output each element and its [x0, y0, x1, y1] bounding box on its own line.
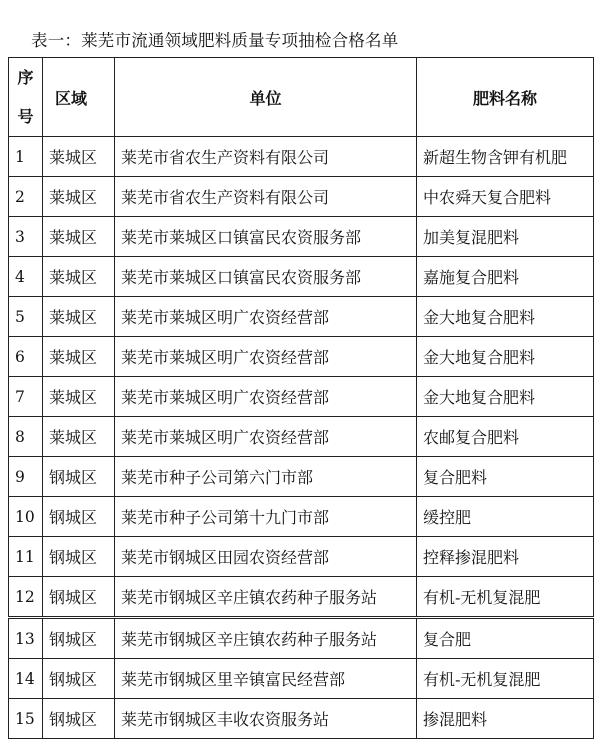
- table-row: [9, 297, 594, 337]
- cell-unit: 莱芜市省农生产资料有限公司: [115, 137, 417, 177]
- cell-region: 莱城区: [43, 137, 115, 177]
- table-row: [9, 257, 594, 297]
- table-row: [9, 497, 594, 537]
- cell-product: 加美复混肥料: [417, 217, 594, 257]
- cell-unit: 莱芜市省农生产资料有限公司: [115, 177, 417, 217]
- cell-product: 掺混肥料: [417, 699, 594, 739]
- cell-product: 金大地复合肥料: [417, 337, 594, 377]
- cell-seq: 8: [9, 417, 43, 457]
- header-seq-line2: 号: [17, 107, 34, 126]
- cell-region: 钢城区: [43, 618, 115, 659]
- cell-unit: 莱芜市莱城区明广农资经营部: [115, 337, 417, 377]
- cell-region: 莱城区: [43, 337, 115, 377]
- cell-product: 新超生物含钾有机肥: [417, 137, 594, 177]
- cell-region: 钢城区: [43, 497, 115, 537]
- cell-region: 莱城区: [43, 217, 115, 257]
- cell-region: 钢城区: [43, 457, 115, 497]
- cell-unit: 莱芜市种子公司第六门市部: [115, 457, 417, 497]
- table-row: [9, 659, 594, 699]
- cell-seq: 14: [9, 659, 43, 699]
- fertilizer-qualified-list-table: [8, 57, 594, 739]
- cell-region: 莱城区: [43, 417, 115, 457]
- cell-seq: 3: [9, 217, 43, 257]
- cell-region: 钢城区: [43, 699, 115, 739]
- table-row: [9, 457, 594, 497]
- cell-unit: 莱芜市钢城区里辛镇富民经营部: [115, 659, 417, 699]
- cell-unit: 莱芜市莱城区明广农资经营部: [115, 297, 417, 337]
- table-row: [9, 337, 594, 377]
- cell-product: 缓控肥: [417, 497, 594, 537]
- cell-unit: 莱芜市种子公司第十九门市部: [115, 497, 417, 537]
- cell-region: 钢城区: [43, 537, 115, 577]
- cell-region: 钢城区: [43, 577, 115, 618]
- cell-product: 金大地复合肥料: [417, 377, 594, 417]
- cell-product: 有机-无机复混肥: [417, 659, 594, 699]
- cell-seq: 9: [9, 457, 43, 497]
- cell-seq: 4: [9, 257, 43, 297]
- header-unit: 单位: [115, 58, 417, 137]
- table-row: [9, 177, 594, 217]
- cell-product: 农邮复合肥料: [417, 417, 594, 457]
- cell-seq: 11: [9, 537, 43, 577]
- header-product: 肥料名称: [417, 58, 594, 137]
- cell-seq: 7: [9, 377, 43, 417]
- cell-seq: 15: [9, 699, 43, 739]
- cell-seq: 10: [9, 497, 43, 537]
- cell-unit: 莱芜市莱城区口镇富民农资服务部: [115, 257, 417, 297]
- cell-region: 莱城区: [43, 297, 115, 337]
- table-row: [9, 537, 594, 577]
- header-region: 区域: [43, 58, 115, 137]
- table-row: [9, 417, 594, 457]
- cell-seq: 5: [9, 297, 43, 337]
- cell-product: 有机-无机复混肥: [417, 577, 594, 618]
- table-row: [9, 217, 594, 257]
- table-row: [9, 699, 594, 739]
- cell-unit: 莱芜市钢城区丰收农资服务站: [115, 699, 417, 739]
- cell-seq: 12: [9, 577, 43, 618]
- table-caption: 表一：莱芜市流通领域肥料质量专项抽检合格名单: [31, 31, 399, 50]
- table-row: [9, 577, 594, 618]
- header-seq-line1: 序: [17, 68, 34, 87]
- cell-product: 复合肥: [417, 618, 594, 659]
- header-seq: [9, 58, 43, 137]
- cell-region: 莱城区: [43, 377, 115, 417]
- cell-unit: 莱芜市钢城区辛庄镇农药种子服务站: [115, 618, 417, 659]
- cell-region: 莱城区: [43, 177, 115, 217]
- cell-seq: 6: [9, 337, 43, 377]
- cell-product: 中农舜天复合肥料: [417, 177, 594, 217]
- cell-unit: 莱芜市莱城区明广农资经营部: [115, 377, 417, 417]
- table-row: [9, 618, 594, 659]
- header-row: [9, 58, 594, 137]
- table-row: [9, 377, 594, 417]
- table-row: [9, 137, 594, 177]
- cell-product: 嘉施复合肥料: [417, 257, 594, 297]
- cell-product: 金大地复合肥料: [417, 297, 594, 337]
- cell-unit: 莱芜市钢城区辛庄镇农药种子服务站: [115, 577, 417, 618]
- cell-seq: 1: [9, 137, 43, 177]
- cell-region: 莱城区: [43, 257, 115, 297]
- cell-product: 控释掺混肥料: [417, 537, 594, 577]
- cell-seq: 2: [9, 177, 43, 217]
- cell-product: 复合肥料: [417, 457, 594, 497]
- cell-seq: 13: [9, 618, 43, 659]
- cell-unit: 莱芜市莱城区口镇富民农资服务部: [115, 217, 417, 257]
- cell-unit: 莱芜市钢城区田园农资经营部: [115, 537, 417, 577]
- cell-region: 钢城区: [43, 659, 115, 699]
- cell-unit: 莱芜市莱城区明广农资经营部: [115, 417, 417, 457]
